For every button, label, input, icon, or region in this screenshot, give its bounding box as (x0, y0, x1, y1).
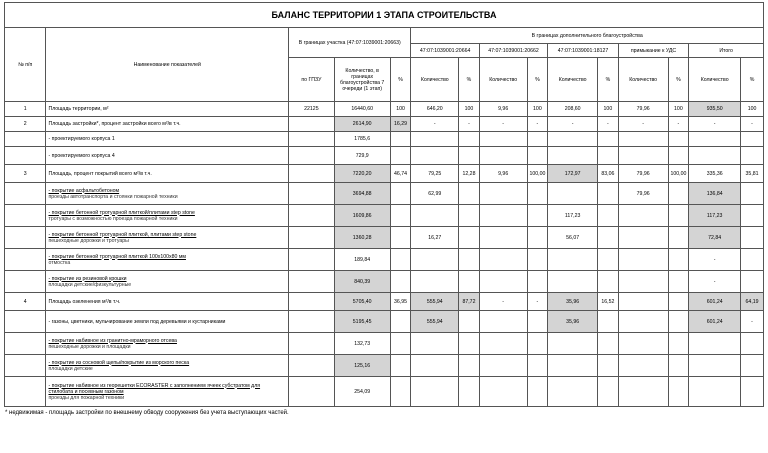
table-row (5, 271, 764, 293)
footnote-star: * (5, 410, 8, 416)
cell-p1-qty (411, 205, 459, 227)
cell-p4-pct (668, 377, 689, 407)
cell-gpzu (289, 355, 335, 377)
cell-p3-qty: 117,23 (548, 205, 598, 227)
cell-p2-pct (527, 132, 548, 147)
cell-qty: 1609,86 (334, 205, 390, 227)
cell-p2-qty: 9,96 (479, 102, 527, 117)
cell-p3-pct (598, 333, 619, 355)
cell-p3-pct (598, 227, 619, 249)
row-name (46, 205, 289, 227)
row-name (46, 333, 289, 355)
cell-total-qty (689, 355, 741, 377)
cell-p2-pct (527, 249, 548, 271)
cell-p1-pct (459, 355, 480, 377)
cell-p1-pct (459, 333, 480, 355)
row-num (5, 355, 46, 377)
row-label: Площадь застройки*, процент застройки всего м²/в т.ч. (48, 121, 181, 127)
cell-p1-pct (459, 183, 480, 205)
cell-p1-pct: 87,72 (459, 293, 480, 311)
table-row (5, 377, 764, 407)
cell-gpzu (289, 165, 335, 183)
cell-total-pct: 64,19 (741, 293, 764, 311)
cell-qty: 3694,88 (334, 183, 390, 205)
cell-p4-pct (668, 132, 689, 147)
cell-p4-pct (668, 249, 689, 271)
cell-qty: 1360,28 (334, 227, 390, 249)
cell-qty: 125,16 (334, 355, 390, 377)
row-name (46, 227, 289, 249)
row-name (46, 377, 289, 407)
footnote (4, 410, 764, 416)
cell-qty: 2614,90 (334, 117, 390, 132)
cell-p2-qty (479, 377, 527, 407)
cell-p3-pct: 100 (598, 102, 619, 117)
cell-qty: 5705,40 (334, 293, 390, 311)
cell-p2-pct: - (527, 117, 548, 132)
cell-p1-qty (411, 333, 459, 355)
cell-total-pct (741, 355, 764, 377)
header-parcel-3: 47:07:1039001:18127 (548, 44, 619, 58)
header-name: Наименование показателей (46, 28, 289, 102)
cell-p4-pct (668, 183, 689, 205)
cell-gpzu (289, 333, 335, 355)
row-name (46, 249, 289, 271)
cell-p1-pct: 12,28 (459, 165, 480, 183)
cell-pct (390, 311, 411, 333)
cell-p1-qty: 646,20 (411, 102, 459, 117)
cell-qty: 1785,6 (334, 132, 390, 147)
cell-total-pct (741, 377, 764, 407)
cell-total-pct (741, 333, 764, 355)
row-label: - покрытие из сосновой щепы/покрытие из морского песка (48, 359, 190, 366)
row-name (46, 117, 289, 132)
cell-p3-pct (598, 249, 619, 271)
cell-total-qty: - (689, 117, 741, 132)
cell-p1-qty: 555,94 (411, 311, 459, 333)
cell-p3-qty: - (548, 117, 598, 132)
cell-total-qty (689, 147, 741, 165)
cell-gpzu (289, 205, 335, 227)
cell-p4-pct (668, 271, 689, 293)
row-sublabel: проезды автотранспорта и стоянки пожарной техники (48, 193, 178, 200)
cell-p1-pct (459, 377, 480, 407)
cell-pct (390, 132, 411, 147)
cell-p4-pct (668, 227, 689, 249)
cell-p4-pct: 100,00 (668, 165, 689, 183)
header-parcel-1: 47:07:1039001:20664 (411, 44, 479, 58)
cell-p1-qty (411, 147, 459, 165)
row-name (46, 271, 289, 293)
cell-total-qty: 335,36 (689, 165, 741, 183)
header-pct: % (741, 58, 764, 102)
cell-p2-qty: - (479, 117, 527, 132)
cell-gpzu: 22125 (289, 102, 335, 117)
row-name (46, 293, 289, 311)
cell-pct (390, 205, 411, 227)
cell-qty: 5195,45 (334, 311, 390, 333)
header-pct: % (668, 58, 689, 102)
cell-p3-pct: 83,06 (598, 165, 619, 183)
header-pct: % (598, 58, 619, 102)
territory-balance-table (4, 2, 764, 407)
row-sublabel: проезды для пожарной техники (48, 394, 125, 401)
cell-gpzu (289, 227, 335, 249)
cell-p1-pct (459, 147, 480, 165)
cell-p4-pct (668, 205, 689, 227)
table-title: БАЛАНС ТЕРРИТОРИИ 1 ЭТАПА СТРОИТЕЛЬСТВА (5, 3, 764, 28)
cell-total-qty: 601,24 (689, 293, 741, 311)
cell-p3-pct (598, 377, 619, 407)
cell-total-qty: 601,24 (689, 311, 741, 333)
cell-p4-qty: 79,96 (618, 102, 668, 117)
table-row (5, 205, 764, 227)
cell-p3-qty (548, 333, 598, 355)
header-pct: % (459, 58, 480, 102)
row-num (5, 249, 46, 271)
row-sublabel: пешеходные дорожки и тротуары (48, 237, 129, 244)
cell-p3-qty: 35,96 (548, 293, 598, 311)
header-parcel-2: 47:07:1039001:20662 (479, 44, 547, 58)
row-label: - покрытие бетонной тротуарной плиткой, плитами step stone (48, 231, 197, 238)
row-name (46, 102, 289, 117)
cell-p1-qty: 555,94 (411, 293, 459, 311)
cell-pct (390, 377, 411, 407)
cell-p3-qty (548, 147, 598, 165)
cell-total-pct (741, 271, 764, 293)
cell-p1-qty (411, 132, 459, 147)
cell-p4-pct: - (668, 117, 689, 132)
cell-total-qty (689, 377, 741, 407)
cell-p3-pct: - (598, 117, 619, 132)
cell-p4-qty: 79,96 (618, 165, 668, 183)
cell-total-pct (741, 205, 764, 227)
row-name (46, 355, 289, 377)
row-num (5, 205, 46, 227)
cell-p2-pct (527, 311, 548, 333)
cell-p3-pct (598, 311, 619, 333)
row-num: 2 (5, 117, 46, 132)
cell-p4-qty: - (618, 117, 668, 132)
row-label: - покрытие асфальтобетоном (48, 187, 120, 194)
cell-p2-pct: 100 (527, 102, 548, 117)
row-label: - покрытие набивное из георешетки ECORASTER с заполнением ячеек субстратом для стилобата и посевным газоном (48, 382, 261, 395)
header-qty: Количество (548, 58, 598, 102)
row-label: - покрытие набивное из гранитно-мраморного отсева (48, 337, 177, 344)
cell-p2-qty (479, 147, 527, 165)
cell-p2-qty (479, 132, 527, 147)
header-qty: Количество (479, 58, 527, 102)
row-label: - газоны, цветники, мульчирование земли под деревьями и кустарниками (48, 318, 226, 325)
cell-gpzu (289, 132, 335, 147)
row-num (5, 147, 46, 165)
cell-p3-qty (548, 355, 598, 377)
cell-p1-pct (459, 205, 480, 227)
cell-pct (390, 147, 411, 165)
row-label: - проектируемого корпуса 1 (48, 136, 115, 142)
cell-p3-qty: 172,97 (548, 165, 598, 183)
cell-gpzu (289, 117, 335, 132)
cell-total-qty: 136,84 (689, 183, 741, 205)
cell-p3-qty: 35,96 (548, 311, 598, 333)
cell-p2-pct: 100,00 (527, 165, 548, 183)
footnote-text: недвижимая - площадь застройки по внешнему обводу сооружения без учета выступающих частей. (9, 410, 289, 416)
header-pct: % (527, 58, 548, 102)
row-num (5, 311, 46, 333)
cell-pct (390, 333, 411, 355)
cell-p1-qty (411, 377, 459, 407)
cell-p4-qty: 79,96 (618, 183, 668, 205)
cell-pct (390, 249, 411, 271)
cell-p2-qty: 9,96 (479, 165, 527, 183)
cell-p1-qty (411, 249, 459, 271)
cell-p1-pct (459, 132, 480, 147)
cell-total-pct: 35,81 (741, 165, 764, 183)
cell-p3-pct (598, 205, 619, 227)
row-label: Площадь территории, м² (48, 106, 109, 112)
cell-p2-pct (527, 227, 548, 249)
table-row (5, 183, 764, 205)
cell-p2-pct: - (527, 293, 548, 311)
cell-p2-qty (479, 271, 527, 293)
cell-p2-pct (527, 333, 548, 355)
row-name (46, 132, 289, 147)
row-name (46, 183, 289, 205)
cell-p4-qty (618, 227, 668, 249)
cell-p1-qty (411, 355, 459, 377)
row-label: - покрытие бетонной тротуарной плиткой 100х100х80 мм (48, 253, 186, 260)
cell-p1-pct (459, 227, 480, 249)
header-pct: % (390, 58, 411, 102)
cell-p4-qty (618, 377, 668, 407)
table-row (5, 102, 764, 117)
document (4, 2, 764, 416)
cell-p2-pct (527, 147, 548, 165)
cell-pct: 36,95 (390, 293, 411, 311)
cell-p2-pct (527, 183, 548, 205)
cell-total-qty: - (689, 271, 741, 293)
cell-p1-pct: - (459, 117, 480, 132)
table-row (5, 117, 764, 132)
row-name (46, 147, 289, 165)
row-sublabel: тротуары с возможностью проезда пожарной техники (48, 215, 178, 222)
cell-total-qty (689, 333, 741, 355)
cell-p2-pct (527, 355, 548, 377)
cell-qty: 840,39 (334, 271, 390, 293)
cell-p4-qty (618, 205, 668, 227)
row-sublabel: площадки детские (48, 365, 93, 372)
cell-total-pct (741, 147, 764, 165)
header-total: Итого (689, 44, 764, 58)
cell-p4-qty (618, 333, 668, 355)
cell-gpzu (289, 249, 335, 271)
header-num: № п/п (5, 28, 46, 102)
row-label: Площадь, процент покрытий всего м²/в т.ч. (48, 170, 152, 177)
cell-total-qty (689, 132, 741, 147)
cell-p1-qty: 62,99 (411, 183, 459, 205)
row-num (5, 132, 46, 147)
cell-qty: 16440,60 (334, 102, 390, 117)
cell-p4-qty (618, 132, 668, 147)
row-name (46, 165, 289, 183)
cell-total-qty: 72,84 (689, 227, 741, 249)
row-label: Площадь озеленения м²/в т.ч. (48, 298, 121, 305)
cell-p1-qty: - (411, 117, 459, 132)
cell-p2-qty (479, 249, 527, 271)
cell-p2-qty (479, 227, 527, 249)
cell-p4-qty (618, 249, 668, 271)
cell-total-qty: - (689, 249, 741, 271)
row-label: - покрытие из резиновой крошки (48, 275, 127, 282)
table-row (5, 147, 764, 165)
cell-p2-qty (479, 333, 527, 355)
cell-gpzu (289, 377, 335, 407)
row-num (5, 183, 46, 205)
header-qty-stage: Количество, в границах благоустройства 7 очереди (1 этап) (334, 58, 390, 102)
row-num: 3 (5, 165, 46, 183)
row-sublabel: площадки детские/физкультурные (48, 281, 132, 288)
cell-qty: 254,09 (334, 377, 390, 407)
cell-p1-pct (459, 249, 480, 271)
cell-total-qty: 935,50 (689, 102, 741, 117)
cell-pct: 46,74 (390, 165, 411, 183)
cell-p3-qty (548, 132, 598, 147)
cell-pct (390, 183, 411, 205)
cell-p2-qty (479, 311, 527, 333)
cell-p2-pct (527, 271, 548, 293)
cell-p3-qty (548, 271, 598, 293)
table-row (5, 227, 764, 249)
cell-p1-pct (459, 271, 480, 293)
cell-p2-qty (479, 205, 527, 227)
cell-p2-qty (479, 355, 527, 377)
cell-p3-pct (598, 271, 619, 293)
row-label: - проектируемого корпуса 4 (48, 152, 115, 159)
cell-qty: 729,9 (334, 147, 390, 165)
cell-p3-pct (598, 132, 619, 147)
cell-qty: 189,84 (334, 249, 390, 271)
row-sublabel: пешеходные дорожки и площадки (48, 343, 131, 350)
cell-total-pct (741, 227, 764, 249)
cell-pct: 16,29 (390, 117, 411, 132)
cell-qty: 7220,20 (334, 165, 390, 183)
cell-gpzu (289, 147, 335, 165)
table-row (5, 249, 764, 271)
cell-p4-qty (618, 355, 668, 377)
cell-total-qty: 117,23 (689, 205, 741, 227)
header-qty: Количество (411, 58, 459, 102)
cell-p4-qty (618, 271, 668, 293)
cell-p4-pct: 100 (668, 102, 689, 117)
row-num (5, 377, 46, 407)
table-row (5, 132, 764, 147)
cell-total-pct: - (741, 117, 764, 132)
table-row (5, 293, 764, 311)
cell-total-pct (741, 249, 764, 271)
cell-p3-pct (598, 183, 619, 205)
cell-pct (390, 271, 411, 293)
row-num (5, 333, 46, 355)
cell-p4-qty (618, 147, 668, 165)
cell-p4-qty (618, 293, 668, 311)
cell-gpzu (289, 183, 335, 205)
cell-p3-pct (598, 147, 619, 165)
table-row (5, 333, 764, 355)
cell-p4-pct (668, 293, 689, 311)
table-row (5, 165, 764, 183)
cell-p3-qty: 56,07 (548, 227, 598, 249)
cell-p2-qty (479, 183, 527, 205)
cell-total-pct (741, 132, 764, 147)
cell-p1-qty: 79,25 (411, 165, 459, 183)
cell-total-pct (741, 183, 764, 205)
cell-pct: 100 (390, 102, 411, 117)
cell-p1-pct: 100 (459, 102, 480, 117)
cell-p2-pct (527, 377, 548, 407)
header-qty: Количество (618, 58, 668, 102)
cell-p3-pct: 16,52 (598, 293, 619, 311)
cell-p4-pct (668, 333, 689, 355)
cell-p4-pct (668, 355, 689, 377)
header-gpzu: по ГПЗУ (289, 58, 335, 102)
cell-p1-qty (411, 271, 459, 293)
cell-p3-qty (548, 249, 598, 271)
row-num: 1 (5, 102, 46, 117)
header-plot: В границах участка (47:07:1039001:20663) (289, 28, 411, 58)
cell-p4-qty (618, 311, 668, 333)
header-qty: Количество (689, 58, 741, 102)
row-name (46, 311, 289, 333)
cell-p3-qty: 208,60 (548, 102, 598, 117)
cell-p1-pct (459, 311, 480, 333)
cell-p3-pct (598, 355, 619, 377)
cell-p1-qty: 16,27 (411, 227, 459, 249)
cell-gpzu (289, 293, 335, 311)
cell-p2-qty: - (479, 293, 527, 311)
row-num: 4 (5, 293, 46, 311)
cell-gpzu (289, 311, 335, 333)
header-road-junction: примыкание к УДС (618, 44, 689, 58)
row-label: - покрытие бетонной тротуарной плиткой/плитами step stone (48, 209, 195, 216)
cell-p3-qty (548, 377, 598, 407)
row-num (5, 271, 46, 293)
cell-p4-pct (668, 147, 689, 165)
table-row (5, 311, 764, 333)
cell-total-pct: - (741, 311, 764, 333)
cell-pct (390, 355, 411, 377)
cell-pct (390, 227, 411, 249)
cell-p2-pct (527, 205, 548, 227)
row-sublabel: отмостка (48, 259, 71, 266)
cell-total-pct: 100 (741, 102, 764, 117)
row-num (5, 227, 46, 249)
cell-gpzu (289, 271, 335, 293)
cell-p4-pct (668, 311, 689, 333)
header-extra: В границах дополнительного благоустройства (411, 28, 764, 44)
cell-qty: 132,73 (334, 333, 390, 355)
cell-p3-qty (548, 183, 598, 205)
table-row (5, 355, 764, 377)
